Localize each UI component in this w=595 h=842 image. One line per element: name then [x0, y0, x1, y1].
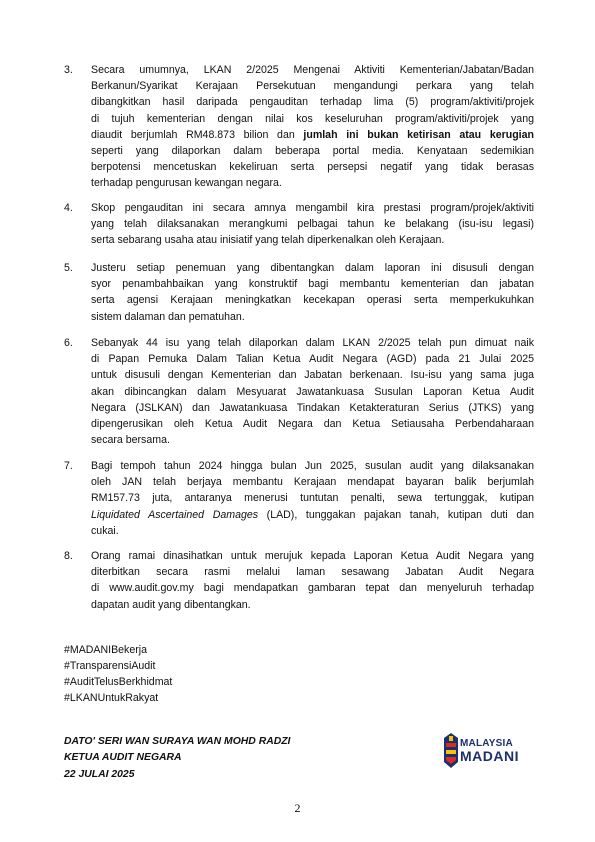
text-run: syor penambahbaikan yang konstruktif bagi membantu kementerian dan jabatan — [91, 278, 534, 291]
paragraph-line — [91, 127, 534, 143]
paragraph-line — [91, 175, 534, 191]
paragraph-line — [91, 416, 534, 432]
text-run: Bagi tempoh tahun 2024 hingga bulan Jun 2025, susulan audit yang dilaksanakan — [91, 460, 534, 472]
paragraph-6 — [64, 335, 534, 449]
bold-emphasis: jumlah ini bukan ketirisan atau kerugian — [303, 128, 534, 141]
hashtag[interactable]: #TransparensiAudit — [64, 660, 156, 672]
paragraph-line — [91, 432, 534, 448]
text-run: Orang ramai dinasihatkan untuk merujuk kepada Laporan Ketua Audit Negara yang — [91, 550, 534, 562]
text-run: secara bersama. — [91, 434, 170, 447]
text-run: di tujuh kementerian dengan nilai kos keseluruhan program/aktiviti/projek yang — [91, 112, 534, 125]
paragraph-line — [91, 580, 534, 596]
text-run: terhadap pengurusan kewangan negara. — [91, 177, 282, 190]
italic-term: Liquidated Ascertained Damages — [91, 508, 259, 521]
paragraph-line — [91, 597, 534, 613]
paragraph-5 — [64, 260, 534, 326]
text-run: diaudit berjumlah RM48.873 bilion dan — [91, 128, 304, 141]
paragraph-line — [91, 384, 534, 400]
paragraph-4 — [64, 200, 534, 250]
paragraph-line — [91, 564, 534, 580]
text-run: serta sebarang usaha atau inisiatif yang telah diperkenalkan oleh Kerajaan. — [91, 234, 445, 247]
logo-wordmark — [460, 738, 519, 763]
text-run: Justeru setiap penemuan yang dibentangkan dalam laporan ini disusuli dengan — [91, 262, 534, 274]
signature-date: 22 JULAI 2025 — [64, 768, 135, 780]
paragraph-text — [91, 200, 534, 249]
text-run: RM157.73 juta, antaranya menerusi tuntutan penalti, sewa tertunggak, kutipan — [91, 492, 534, 505]
paragraph-line — [91, 292, 534, 308]
paragraph-line — [91, 458, 534, 474]
text-run: sistem dalaman dan pematuhan. — [91, 310, 245, 323]
text-run: diterbitkan secara rasmi melalui laman sesawang Jabatan Audit Negara — [91, 566, 534, 579]
paragraph-line — [91, 523, 534, 539]
paragraph-number: 7. — [64, 460, 73, 472]
signatory-title: KETUA AUDIT NEGARA — [64, 752, 182, 764]
paragraph-line — [91, 474, 534, 490]
text-run: dipengerusikan oleh Ketua Audit Negara dan Ketua Setiausaha Perbendaharaan — [91, 418, 534, 431]
text-run: oleh JAN telah berjaya membantu Kerajaan mendapat bayaran balik berjumlah — [91, 476, 534, 489]
text-run: seperti yang dilaporkan dalam beberapa portal media. Kenyataan sedemikian — [91, 145, 534, 158]
text-run: berpotensi mencetuskan kekeliruan serta persepsi negatif yang tidak berasas — [91, 161, 534, 174]
paragraph-line — [91, 309, 534, 325]
text-run: Skop pengauditan ini secara amnya mengambil kira prestasi program/projek/aktiviti — [91, 202, 534, 214]
text-run: dapatan audit yang dibentangkan. — [91, 598, 251, 611]
paragraph-line — [91, 335, 534, 351]
paragraph-line — [91, 78, 534, 94]
paragraph-line — [91, 159, 534, 175]
paragraph-line — [91, 400, 534, 416]
hashtag[interactable]: #LKANUntukRakyat — [64, 692, 159, 704]
paragraph-line — [91, 62, 534, 78]
paragraph-number: 6. — [64, 337, 73, 349]
text-run: (LAD), tunggakan pajakan tanah, kutipan duti dan — [258, 508, 535, 521]
text-run: Secara umumnya, LKAN 2/2025 Mengenai Aktiviti Kementerian/Jabatan/Badan — [91, 64, 534, 76]
paragraph-text — [91, 335, 534, 448]
paragraph-line — [91, 507, 534, 523]
paragraph-number: 4. — [64, 202, 73, 214]
text-run: di www.audit.gov.my bagi mendapatkan gambaran tepat dan menyeluruh terhadap — [91, 582, 534, 595]
paragraph-7 — [64, 458, 534, 540]
text-run: serta agensi Kerajaan meningkatkan kecekapan operasi serta memperkukuhkan — [91, 294, 534, 307]
paragraph-line — [91, 216, 534, 232]
text-run: cukai. — [91, 524, 119, 537]
malaysia-madani-logo — [441, 732, 533, 770]
paragraph-text — [91, 458, 534, 539]
text-run: yang telah dilaksanakan merangkumi pelbagai tahun ke belakang (isu-isu legasi) — [91, 218, 534, 231]
text-run: di Papan Pemuka Dalam Talian Ketua Audit Negara (AGD) pada 21 Julai 2025 — [91, 353, 534, 366]
paragraph-line — [91, 367, 534, 383]
paragraph-line — [91, 276, 534, 292]
hashtag-list — [64, 642, 172, 706]
text-run: akan dibincangkan dalam Mesyuarat Jawatankuasa Susulan Laporan Ketua Audit — [91, 385, 534, 398]
paragraph-8 — [64, 548, 534, 614]
text-run: untuk disusuli dengan Kementerian dan Jabatan berkenaan. Isu-isu yang sama juga — [91, 369, 534, 382]
hashtag[interactable]: #MADANIBekerja — [64, 644, 148, 656]
signatory-name: DATO' SERI WAN SURAYA WAN MOHD RADZI — [64, 736, 291, 747]
paragraph-text — [91, 62, 534, 192]
paragraph-line — [91, 111, 534, 127]
text-run: Negara (JSLKAN) dan Jawatankuasa Tindakan Ketakteraturan Serius (JTKS) yang — [91, 401, 534, 414]
paragraph-number: 3. — [64, 64, 73, 76]
signature-block — [64, 734, 290, 783]
paragraph-text — [91, 548, 534, 613]
text-run: Berkanun/Syarikat Kerajaan Persekutuan mengandungi perkara yang telah — [91, 80, 534, 93]
paragraph-line — [91, 548, 534, 564]
paragraph-number: 8. — [64, 550, 73, 562]
text-run: Sebanyak 44 isu yang telah dilaporkan dalam LKAN 2/2025 telah pun dimuat naik — [91, 337, 534, 349]
paragraph-line — [91, 143, 534, 159]
paragraph-line — [91, 232, 534, 248]
malaysia-madani-emblem-icon — [441, 732, 461, 770]
page-number: 2 — [294, 801, 301, 815]
paragraph-line — [91, 200, 534, 216]
logo-line-malaysia: MALAYSIA — [460, 738, 513, 749]
paragraph-line — [91, 260, 534, 276]
logo-line-madani: MADANI — [460, 748, 519, 764]
paragraph-line — [91, 94, 534, 110]
paragraph-text — [91, 260, 534, 325]
paragraph-line — [91, 490, 534, 506]
paragraph-3 — [64, 62, 534, 192]
text-run: dibangkitkan hasil daripada pengauditan terhadap lima (5) program/aktiviti/projek — [91, 96, 534, 109]
hashtag[interactable]: #AuditTelusBerkhidmat — [64, 676, 173, 688]
paragraph-number: 5. — [64, 262, 73, 274]
paragraph-line — [91, 351, 534, 367]
